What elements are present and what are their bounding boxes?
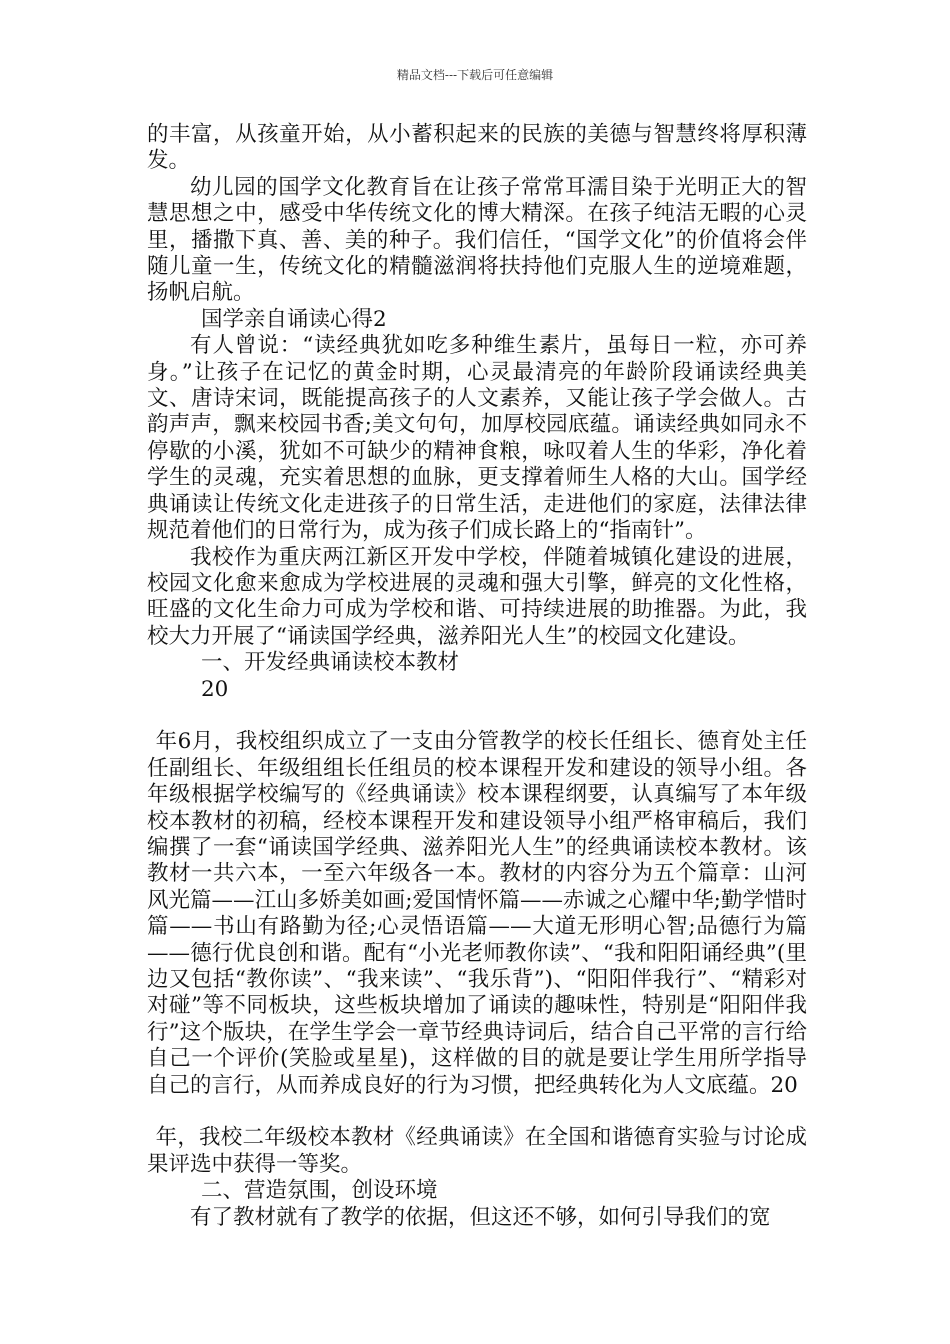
paragraph-2: 幼儿园的国学文化教育旨在让孩子常常耳濡目染于光明正大的智慧思想之中，感受中华传统文化的博大精深。在孩子纯洁无暇的心灵里，播撒下真、善、美的种子。我们信任，“国学文化”的价值将会伴随儿童一生，传统文化的精髓滋润将扶持他们克服人生的逆境难题，扬帆启航。 [147,174,807,306]
year-fragment-1: 20 [201,676,229,702]
paragraph-1: 的丰富，从孩童开始，从小蓄积起来的民族的美德与智慧终将厚积薄发。 [147,122,807,174]
paragraph-4: 我校作为重庆两江新区开发中学校，伴随着城镇化建设的进展，校园文化愈来愈成为学校进展的灵魂和强大引擎，鲜亮的文化性格，旺盛的文化生命力可成为学校和谐、可持续进展的助推器。为此，我校大力开展了“诵读国学经典，滋养阳光人生”的校园文化建设。 [147,544,807,649]
document-body [147,122,807,1231]
blank-line [147,703,807,729]
paragraph-5: 年6月，我校组织成立了一支由分管教学的校长任组长、德育处主任任副组长、年级组组长任组员的校本课程开发和建设的领导小组。各年级根据学校编写的《经典诵读》校本课程纲要，认真编写了本年级校本教材的初稿，经校本课程开发和建设领导小组严格审稿后，我们编撰了一套“诵读国学经典、滋养阳光人生”的经典诵读校本教材。该教材一共六本，一至六年级各一本。教材的内容分为五个篇章：山河风光篇——江山多娇美如画;爱国情怀篇——赤诚之心耀中华;勤学惜时篇——书山有路勤为径;心灵悟语篇——大道无形明心智;品德行为篇——德行优良创和谐。配有“小光老师教你读”、“我和阳阳诵经典”(里边又包括“教你读”、“我来读”、“我乐背”)、“阳阳伴我行”、“精彩对对碰”等不同板块，这些板块增加了诵读的趣味性，特别是“阳阳伴我行”这个版块，在学生学会一章节经典诗词后，结合自己平常的言行给自己一个评价(笑脸或星星)，这样做的目的就是要让学生用所学指导自己的言行，从而养成良好的行为习惯，把经典转化为人文底蕴。20 [147,729,807,1098]
section-title-reading-notes-2: 国学亲自诵读心得2 [201,306,387,332]
page-header: 精品文档---下载后可任意编辑 [396,68,554,82]
section-heading-2: 二、营造氛围，创设环境 [201,1178,438,1204]
blank-line [147,1099,807,1125]
paragraph-7: 有了教材就有了教学的依据，但这还不够，如何引导我们的宽 [190,1204,771,1230]
paragraph-6: 年，我校二年级校本教材《经典诵读》在全国和谐德育实验与讨论成果评选中获得一等奖。 [147,1125,807,1177]
section-heading-1: 一、开发经典诵读校本教材 [201,650,460,676]
paragraph-3: 有人曾说：“读经典犹如吃多种维生素片，虽每日一粒，亦可养身。”让孩子在记忆的黄金时期，心灵最清亮的年龄阶段诵读经典美文、唐诗宋词，既能提高孩子的人文素养，又能让孩子学会做人。古韵声声，飘来校园书香;美文句句，加厚校园底蕴。诵读经典如同永不停歇的小溪，犹如不可缺少的精神食粮，咏叹着人生的华彩，净化着学生的灵魂，充实着思想的血脉，更支撑着师生人格的大山。国学经典诵读让传统文化走进孩子的日常生活，走进他们的家庭，法律法律规范着他们的日常行为，成为孩子们成长路上的“指南针”。 [147,333,807,544]
